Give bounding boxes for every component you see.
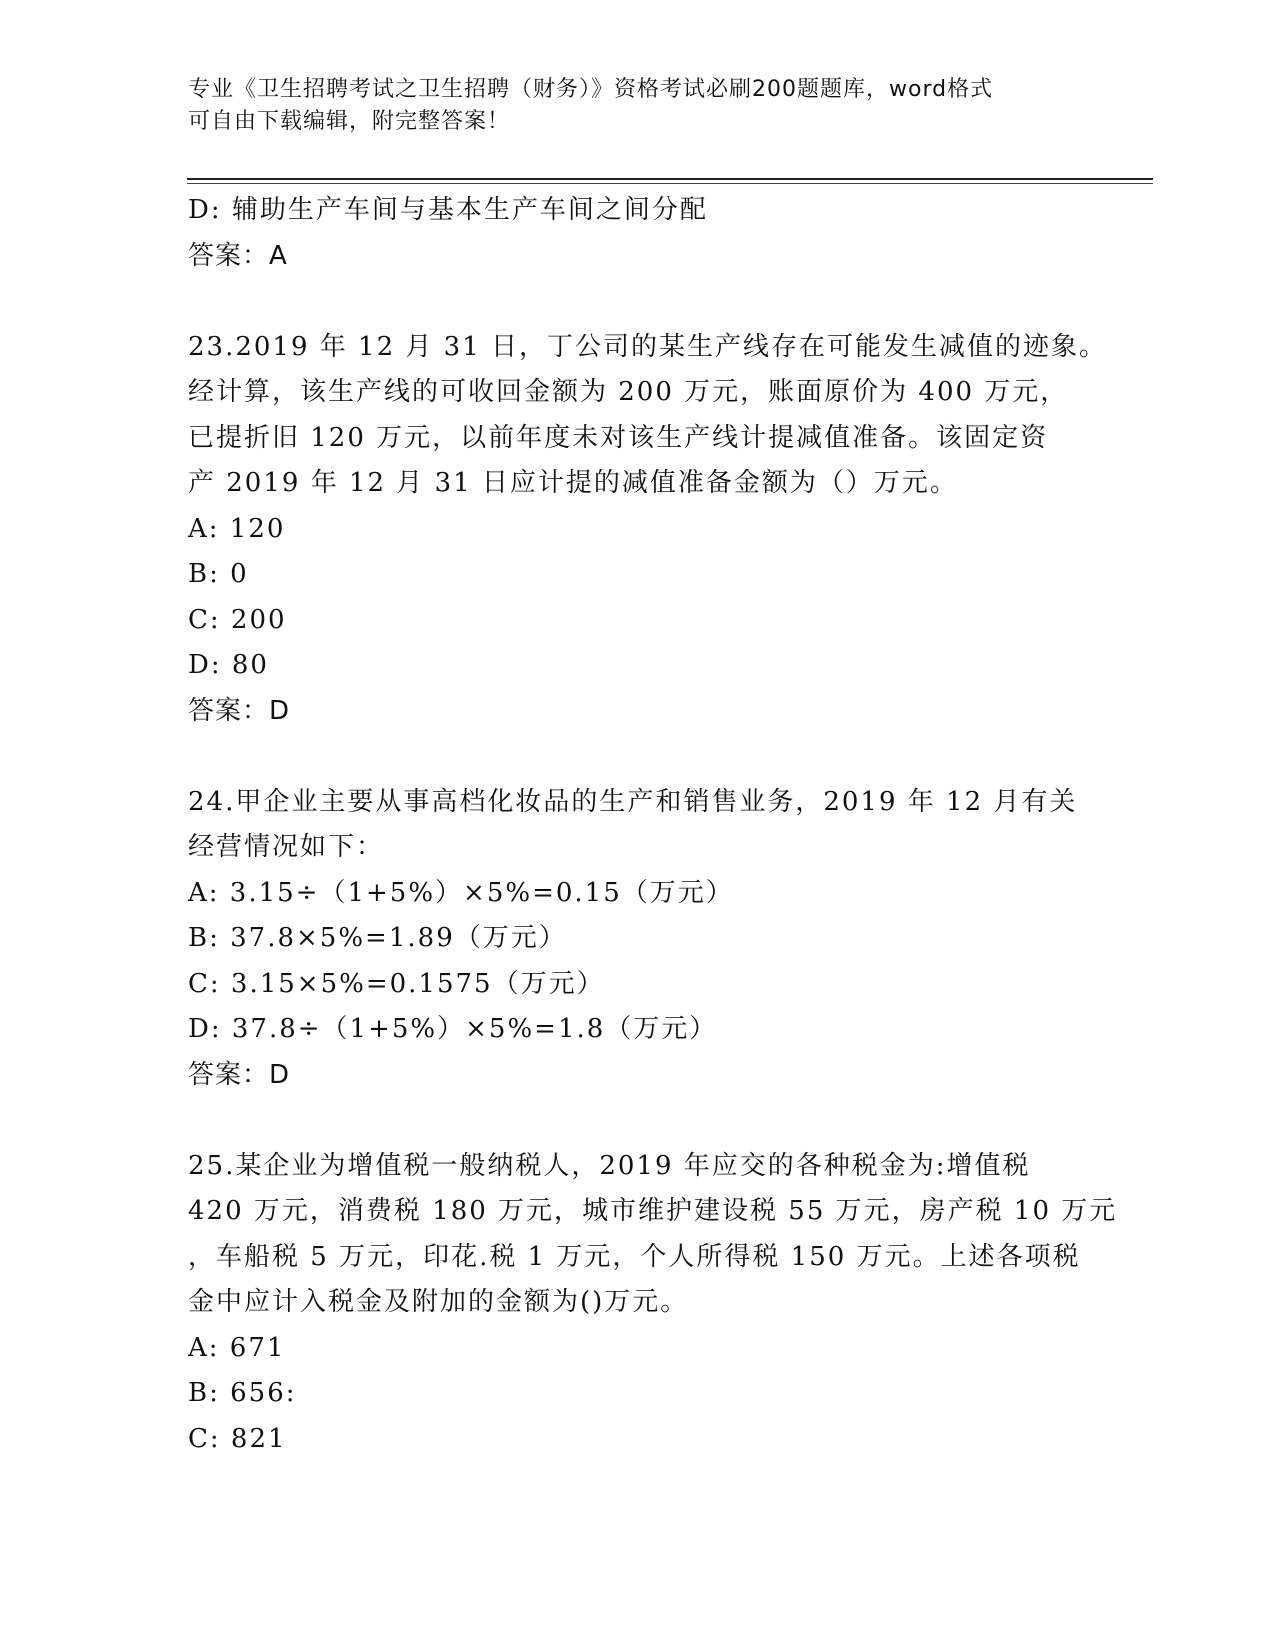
stem-line: ，车船税 5 万元，印花.税 1 万元，个人所得税 150 万元。上述各项税: [188, 1241, 1081, 1272]
stem-line: 23.2019 年 12 月 31 日，丁公司的某生产线存在可能发生减值的迹象。: [188, 331, 1108, 362]
spacer: [188, 1098, 1088, 1144]
page-header: [188, 74, 1068, 138]
stem-line: 金中应计入税金及附加的金额为()万元。: [188, 1287, 689, 1317]
question-stem: [188, 1144, 1118, 1326]
stem-line: 420 万元，消费税 180 万元，城市维护建设税 55 万元，房产税 10 万元: [188, 1196, 1118, 1226]
option-d: D: 37.8÷（1+5%）×5%=1.8（万元）: [188, 1014, 718, 1044]
header-title-line-1: 专业《卫生招聘考试之卫生招聘（财务）》资格考试必刷200题题库，word格式: [188, 77, 994, 102]
option-a: A: 3.15÷（1+5%）×5%=0.15（万元）: [188, 877, 734, 908]
stem-line: 产 2019 年 12 月 31 日应计提的减值准备金额为（）万元。: [188, 468, 958, 498]
spacer: [188, 279, 1088, 325]
option-a: A: 671: [188, 1332, 286, 1363]
question-stem: [188, 325, 1108, 507]
header-title-line-2: 可自由下载编辑，附完整答案！: [188, 109, 511, 134]
option-c: C: 3.15×5%=0.1575（万元）: [188, 968, 605, 999]
option-a: A: 120: [188, 513, 286, 544]
header-divider-thin: [187, 183, 1153, 184]
answer-line: 答案：A: [188, 240, 288, 271]
stem-line: 经营情况如下：: [188, 832, 385, 862]
option-b: B: 656:: [188, 1378, 297, 1408]
option-d: D: 80: [188, 650, 269, 680]
option-b: B: 37.8×5%=1.89（万元）: [188, 923, 567, 953]
question-25: [188, 1144, 1118, 1463]
option-c: C: 821: [188, 1423, 287, 1454]
previous-question-tail: [188, 188, 1088, 279]
answer-line: 答案：D: [188, 695, 291, 726]
question-24: [188, 780, 1088, 1099]
stem-line: 24.甲企业主要从事高档化妆品的生产和销售业务，2019 年 12 月有关: [188, 786, 1078, 817]
spacer: [188, 734, 1088, 780]
question-23: [188, 325, 1108, 735]
option-d: D: 辅助生产车间与基本生产车间之间分配: [188, 195, 708, 225]
question-stem: [188, 780, 1088, 871]
stem-line: 经计算，该生产线的可收回金额为 200 万元，账面原价为 400 万元，: [188, 377, 1069, 407]
question-content: [188, 188, 1118, 1462]
answer-line: 答案：D: [188, 1059, 291, 1090]
option-b: B: 0: [188, 559, 249, 589]
header-divider-thick: [187, 178, 1153, 180]
option-c: C: 200: [188, 604, 287, 635]
stem-line: 已提折旧 120 万元，以前年度未对该生产线计提减值准备。该固定资: [188, 422, 1049, 453]
stem-line: 25.某企业为增值税一般纳税人，2019 年应交的各种税金为:增值税: [188, 1150, 1031, 1181]
